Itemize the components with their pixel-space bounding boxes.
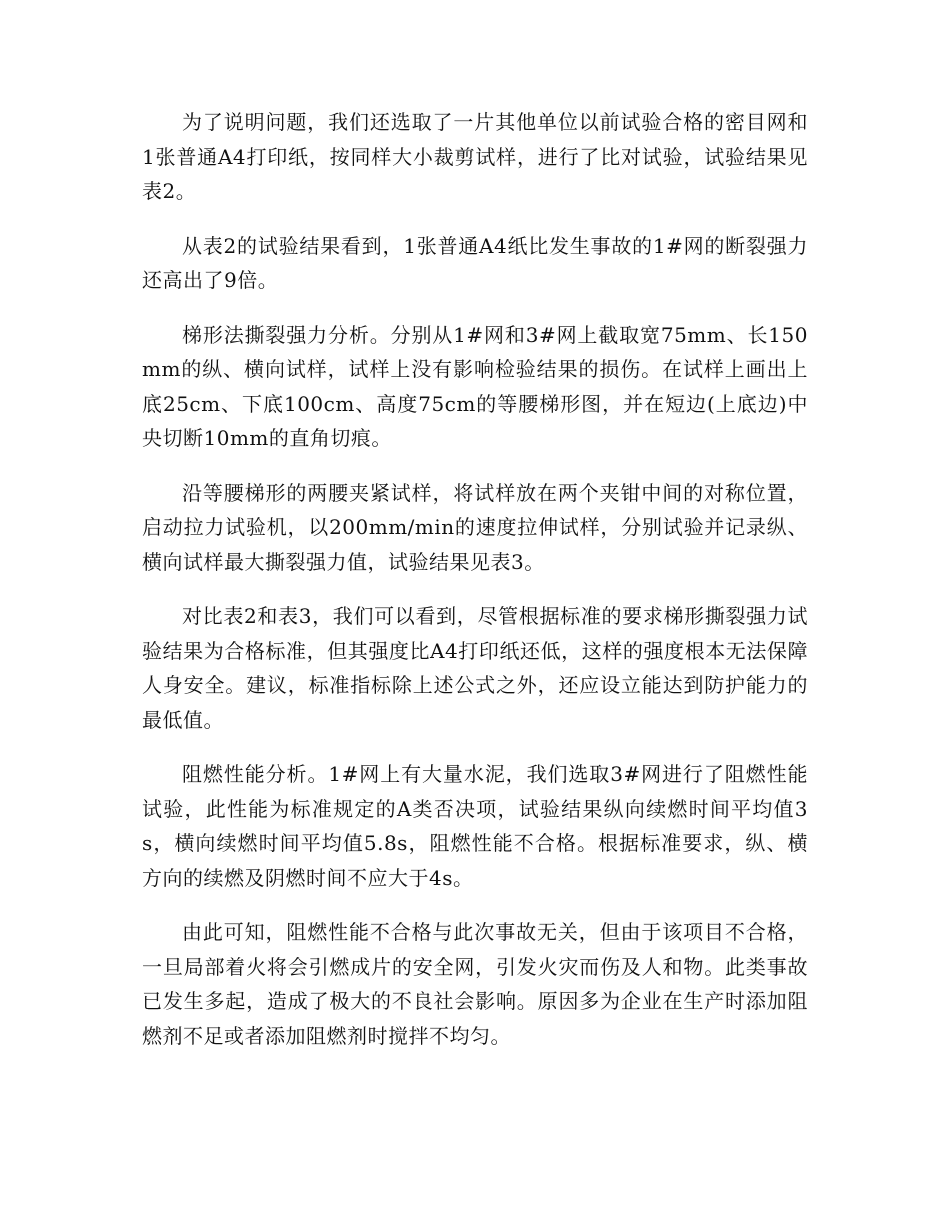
document-body xyxy=(142,105,808,1073)
paragraph-7: 由此可知，阻燃性能不合格与此次事故无关，但由于该项目不合格，一旦局部着火将会引燃成片的安全网，引发火灾而伤及人和物。此类事故已发生多起，造成了极大的不良社会影响。原因多为企业在生产时添加阻燃剂不足或者添加阻燃剂时搅拌不均匀。 xyxy=(142,920,808,1048)
paragraph-5: 对比表2和表3，我们可以看到，尽管根据标准的要求梯形撕裂强力试验结果为合格标准，但其强度比A4打印纸还低，这样的强度根本无法保障人身安全。建议，标准指标除上述公式之外，还应设立能达到防护能力的最低值。 xyxy=(142,604,808,732)
paragraph-6: 阻燃性能分析。1#网上有大量水泥，我们选取3#网进行了阻燃性能试验，此性能为标准规定的A类否决项，试验结果纵向续燃时间平均值3s，横向续燃时间平均值5.8s，阻燃性能不合格。根据标准要求，纵、横方向的续燃及阴燃时间不应大于4s。 xyxy=(142,762,808,890)
paragraph-3: 梯形法撕裂强力分析。分别从1#网和3#网上截取宽75mm、长150mm的纵、横向试样，试样上没有影响检验结果的损伤。在试样上画出上底25cm、下底100cm、高度75cm的等腰梯形图，并在短边(上底边)中央切断10mm的直角切痕。 xyxy=(142,322,808,450)
paragraph-1: 为了说明问题，我们还选取了一片其他单位以前试验合格的密目网和1张普通A4打印纸，按同样大小裁剪试样，进行了比对试验，试验结果见表2。 xyxy=(142,110,808,203)
paragraph-2: 从表2的试验结果看到，1张普通A4纸比发生事故的1#网的断裂强力还高出了9倍。 xyxy=(142,233,808,292)
paragraph-4: 沿等腰梯形的两腰夹紧试样，将试样放在两个夹钳中间的对称位置，启动拉力试验机，以200mm/min的速度拉伸试样，分别试验并记录纵、横向试样最大撕裂强力值，试验结果见表3。 xyxy=(142,480,808,574)
